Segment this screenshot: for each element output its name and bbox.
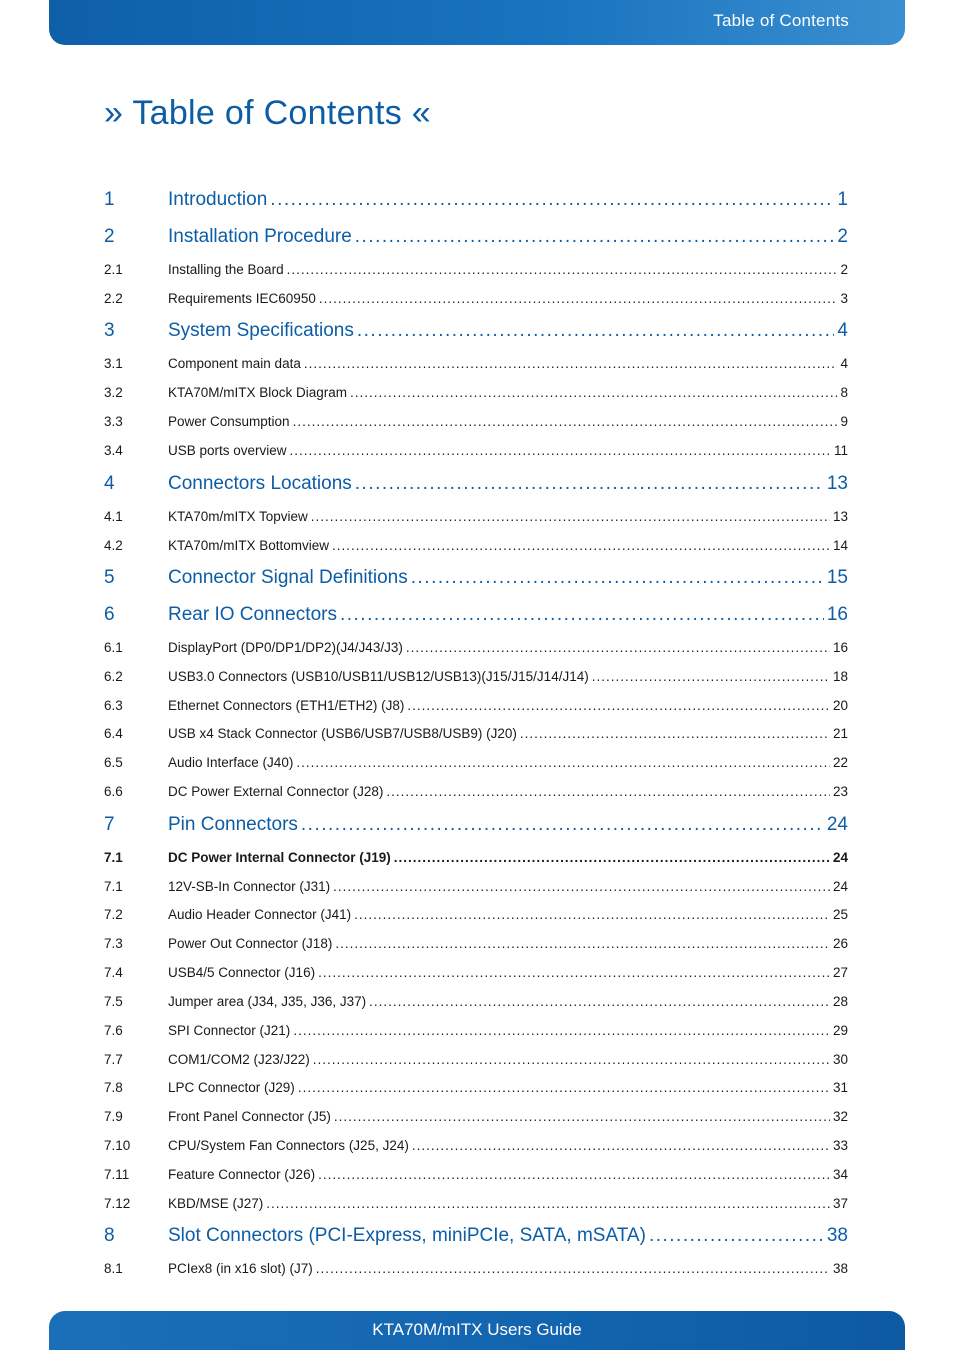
toc-entry-number: 5 [104,567,115,588]
toc-entry-label[interactable]: USB ports overview [168,443,287,458]
toc-entry-label[interactable]: Requirements IEC60950 [168,291,316,306]
toc-dot-leader [304,356,838,371]
toc-dot-leader [270,189,834,211]
toc-entry-label[interactable]: PCIex8 (in x16 slot) (J7) [168,1261,313,1276]
toc-entry-label[interactable]: DisplayPort (DP0/DP1/DP2)(J4/J43/J3) [168,640,403,655]
toc-entry-label[interactable]: Pin Connectors [168,814,298,835]
toc-entry-label[interactable]: 12V-SB-In Connector (J31) [168,879,331,894]
toc-entry-label[interactable]: LPC Connector (J29) [168,1080,295,1095]
toc-entry[interactable] [104,443,848,458]
toc-entry-number: 7.1 [104,850,123,865]
toc-entry-page[interactable]: 33 [832,1138,848,1153]
toc-dot-leader [298,1080,830,1095]
toc-entry[interactable] [104,189,848,211]
toc-entry[interactable] [104,879,848,894]
header-bar [49,0,905,45]
toc-entry-number: 7.7 [104,1052,123,1067]
toc-entry-label[interactable]: Power Consumption [168,414,290,429]
toc-entry[interactable] [104,1052,848,1067]
toc-entry-label[interactable]: Installation Procedure [168,226,352,247]
toc-dot-leader [386,784,830,799]
toc-entry-page[interactable]: 28 [832,994,848,1009]
toc-dot-leader [334,1109,830,1124]
toc-dot-leader [301,814,824,836]
toc-dot-leader [411,567,824,589]
toc-dot-leader [520,726,830,741]
toc-dot-leader [592,669,830,684]
toc-entry[interactable] [104,784,848,799]
toc-entry-label[interactable]: KTA70m/mITX Bottomview [168,538,330,553]
toc-entry[interactable] [104,965,848,980]
toc-dot-leader [293,1023,830,1038]
toc-entry-number: 3.3 [104,414,123,429]
toc-entry[interactable] [104,604,848,626]
toc-entry-page[interactable]: 24 [832,850,848,865]
toc-entry[interactable] [104,814,848,836]
toc-entry-number: 6.3 [104,698,123,713]
toc-dot-leader [293,414,838,429]
toc-entry-number: 4.2 [104,538,123,553]
toc-entry-page[interactable]: 15 [826,567,848,588]
toc-entry-number: 7.10 [104,1138,131,1153]
toc-entry-page[interactable]: 16 [832,640,848,655]
toc-entry[interactable] [104,669,848,684]
toc-entry-label[interactable]: DC Power External Connector (J28) [168,784,384,799]
toc-entry-page[interactable]: 23 [832,784,848,799]
toc-entry-number: 8 [104,1225,115,1246]
toc-entry-number: 4 [104,473,115,494]
toc-entry-page[interactable]: 2 [837,226,848,247]
toc-entry[interactable] [104,698,848,713]
toc-entry-label[interactable]: Power Out Connector (J18) [168,936,333,951]
toc-entry[interactable] [104,320,848,342]
toc-entry-number: 3.2 [104,385,123,400]
toc-entry-label[interactable]: Jumper area (J34, J35, J36, J37) [168,994,367,1009]
toc-dot-leader [406,640,830,655]
toc-entry[interactable] [104,755,848,770]
toc-entry-number: 7.12 [104,1196,131,1211]
toc-entry-page[interactable]: 1 [837,189,848,210]
toc-dot-leader [311,509,830,524]
toc-dot-leader [296,755,830,770]
header-title: Table of Contents [713,11,849,30]
toc-dot-leader [350,385,837,400]
toc-dot-leader [355,226,835,248]
toc-entry-label[interactable]: Connectors Locations [168,473,352,494]
toc-entry-label[interactable]: DC Power Internal Connector (J19) [168,850,391,865]
toc-entry-number: 7.4 [104,965,123,980]
toc-entry-label[interactable]: KTA70m/mITX Topview [168,509,308,524]
toc-entry-page[interactable]: 21 [832,726,848,741]
toc-dot-leader [333,879,830,894]
toc-entry-label[interactable]: Installing the Board [168,262,284,277]
toc-dot-leader [316,1261,830,1276]
toc-entry-number: 7.9 [104,1109,123,1124]
toc-entry-label[interactable]: Front Panel Connector (J5) [168,1109,331,1124]
toc-entry[interactable] [104,291,848,306]
toc-entry[interactable] [104,262,848,277]
toc-entry-number: 7.5 [104,994,123,1009]
toc-entry-number: 2.2 [104,291,123,306]
toc-dot-leader [394,850,830,865]
toc-dot-leader [318,1167,830,1182]
toc-entry-page[interactable]: 4 [840,356,848,371]
toc-entry-page[interactable]: 13 [826,473,848,494]
page-title: » Table of Contents « [104,94,432,132]
toc-entry[interactable] [104,385,848,400]
toc-entry-page[interactable]: 26 [832,936,848,951]
toc-dot-leader [340,604,824,626]
toc-entry-label[interactable]: Component main data [168,356,301,371]
toc-entry[interactable] [104,567,848,589]
toc-entry-label[interactable]: KTA70M/mITX Block Diagram [168,385,348,400]
toc-entry[interactable] [104,907,848,922]
toc-entry-number: 4.1 [104,509,123,524]
toc-entry-number: 7.2 [104,907,123,922]
toc-dot-leader [287,262,838,277]
toc-entry-number: 6.6 [104,784,123,799]
toc-entry-label[interactable]: USB4/5 Connector (J16) [168,965,316,980]
toc-entry-number: 6.5 [104,755,123,770]
toc-entry-label[interactable]: COM1/COM2 (J23/J22) [168,1052,310,1067]
toc-entry-page[interactable]: 22 [832,755,848,770]
toc-entry[interactable] [104,356,848,371]
toc-entry-number: 3.4 [104,443,123,458]
footer-bar [49,1311,905,1350]
toc-entry-label[interactable]: Audio Header Connector (J41) [168,907,352,922]
toc-dot-leader [369,994,830,1009]
toc-entry-number: 7.8 [104,1080,123,1095]
toc-entry[interactable] [104,509,848,524]
toc-entry-label[interactable]: CPU/System Fan Connectors (J25, J24) [168,1138,409,1153]
toc-entry[interactable] [104,726,848,741]
toc-entry-page[interactable]: 38 [832,1261,848,1276]
toc-entry-page[interactable]: 13 [832,509,848,524]
toc-dot-leader [319,291,838,306]
toc-entry-page[interactable]: 11 [833,443,848,458]
toc-entry-page[interactable]: 9 [840,414,848,429]
toc-entry-page[interactable]: 20 [832,698,848,713]
toc-entry[interactable] [104,1261,848,1276]
toc-entry-number: 6.4 [104,726,123,741]
toc-entry-page[interactable]: 32 [832,1109,848,1124]
toc-entry-page[interactable]: 29 [832,1023,848,1038]
toc-entry-label[interactable]: SPI Connector (J21) [168,1023,291,1038]
toc-entry[interactable] [104,850,848,865]
toc-entry-number: 2.1 [104,262,123,277]
toc-entry-page[interactable]: 37 [832,1196,848,1211]
toc-entry-label[interactable]: KBD/MSE (J27) [168,1196,264,1211]
toc-entry-number: 7.6 [104,1023,123,1038]
toc-entry-number: 6.1 [104,640,123,655]
footer-title: KTA70M/mITX Users Guide [372,1320,582,1339]
toc-dot-leader [332,538,830,553]
toc-entry[interactable] [104,640,848,655]
toc-entry-page[interactable]: 8 [840,385,848,400]
toc-entry-page[interactable]: 3 [840,291,848,306]
toc-entry-label[interactable]: Ethernet Connectors (ETH1/ETH2) (J8) [168,698,405,713]
toc-entry[interactable] [104,1080,848,1095]
toc-entry-page[interactable]: 38 [826,1225,848,1246]
toc-entry-number: 6 [104,604,115,625]
toc-entry-label[interactable]: Introduction [168,189,268,210]
toc-dot-leader [649,1225,824,1247]
toc-dot-leader [313,1052,830,1067]
toc-entry-number: 7.11 [104,1167,130,1182]
toc-entry[interactable] [104,1196,848,1211]
toc-entry-page[interactable]: 25 [832,907,848,922]
toc-entry-page[interactable]: 24 [832,879,848,894]
toc-dot-leader [355,473,824,495]
toc-entry-page[interactable]: 4 [837,320,848,341]
toc-dot-leader [266,1196,830,1211]
toc-dot-leader [354,907,830,922]
toc-entry[interactable] [104,473,848,495]
toc-entry-page[interactable]: 2 [840,262,848,277]
toc-entry[interactable] [104,1167,848,1182]
toc-entry[interactable] [104,1023,848,1038]
toc-entry-label[interactable]: Slot Connectors (PCI-Express, miniPCIe, SATA, mSATA) [168,1225,646,1246]
toc-dot-leader [357,320,835,342]
toc-entry-number: 3.1 [104,356,123,371]
toc-entry-label[interactable]: Audio Interface (J40) [168,755,294,770]
toc-dot-leader [290,443,831,458]
toc-entry-label[interactable]: Rear IO Connectors [168,604,337,625]
toc-entry-number: 2 [104,226,115,247]
toc-dot-leader [412,1138,830,1153]
toc-entry-page[interactable]: 18 [832,669,848,684]
toc-entry-label[interactable]: USB3.0 Connectors (USB10/USB11/USB12/USB13)(J15/J15/J14/J14) [168,669,589,684]
toc-entry[interactable] [104,1138,848,1153]
toc-entry-number: 7.1 [104,879,123,894]
toc-entry[interactable] [104,936,848,951]
toc-entry[interactable] [104,538,848,553]
toc-entry[interactable] [104,414,848,429]
toc-dot-leader [318,965,830,980]
toc-entry-label[interactable]: System Specifications [168,320,354,341]
toc-entry-label[interactable]: Feature Connector (J26) [168,1167,316,1182]
toc-entry-page[interactable]: 16 [826,604,848,625]
toc-entry-page[interactable]: 31 [832,1080,848,1095]
toc-entry-label[interactable]: Connector Signal Definitions [168,567,408,588]
toc-entry[interactable] [104,994,848,1009]
toc-dot-leader [407,698,830,713]
toc-entry-number: 7.3 [104,936,123,951]
toc-entry[interactable] [104,1225,848,1247]
toc-entry[interactable] [104,1109,848,1124]
toc-entry-number: 3 [104,320,115,341]
toc-entry-number: 1 [104,189,115,210]
toc-entry-page[interactable]: 14 [832,538,848,553]
toc-entry[interactable] [104,226,848,248]
toc-entry-number: 8.1 [104,1261,123,1276]
toc-dot-leader [335,936,830,951]
toc-entry-page[interactable]: 24 [826,814,848,835]
toc-entry-label[interactable]: USB x4 Stack Connector (USB6/USB7/USB8/USB9) (J20) [168,726,517,741]
toc-entry-number: 6.2 [104,669,123,684]
toc-entry-page[interactable]: 27 [832,965,848,980]
toc-entry-number: 7 [104,814,115,835]
toc-entry-page[interactable]: 30 [832,1052,848,1067]
toc-entry-page[interactable]: 34 [832,1167,848,1182]
